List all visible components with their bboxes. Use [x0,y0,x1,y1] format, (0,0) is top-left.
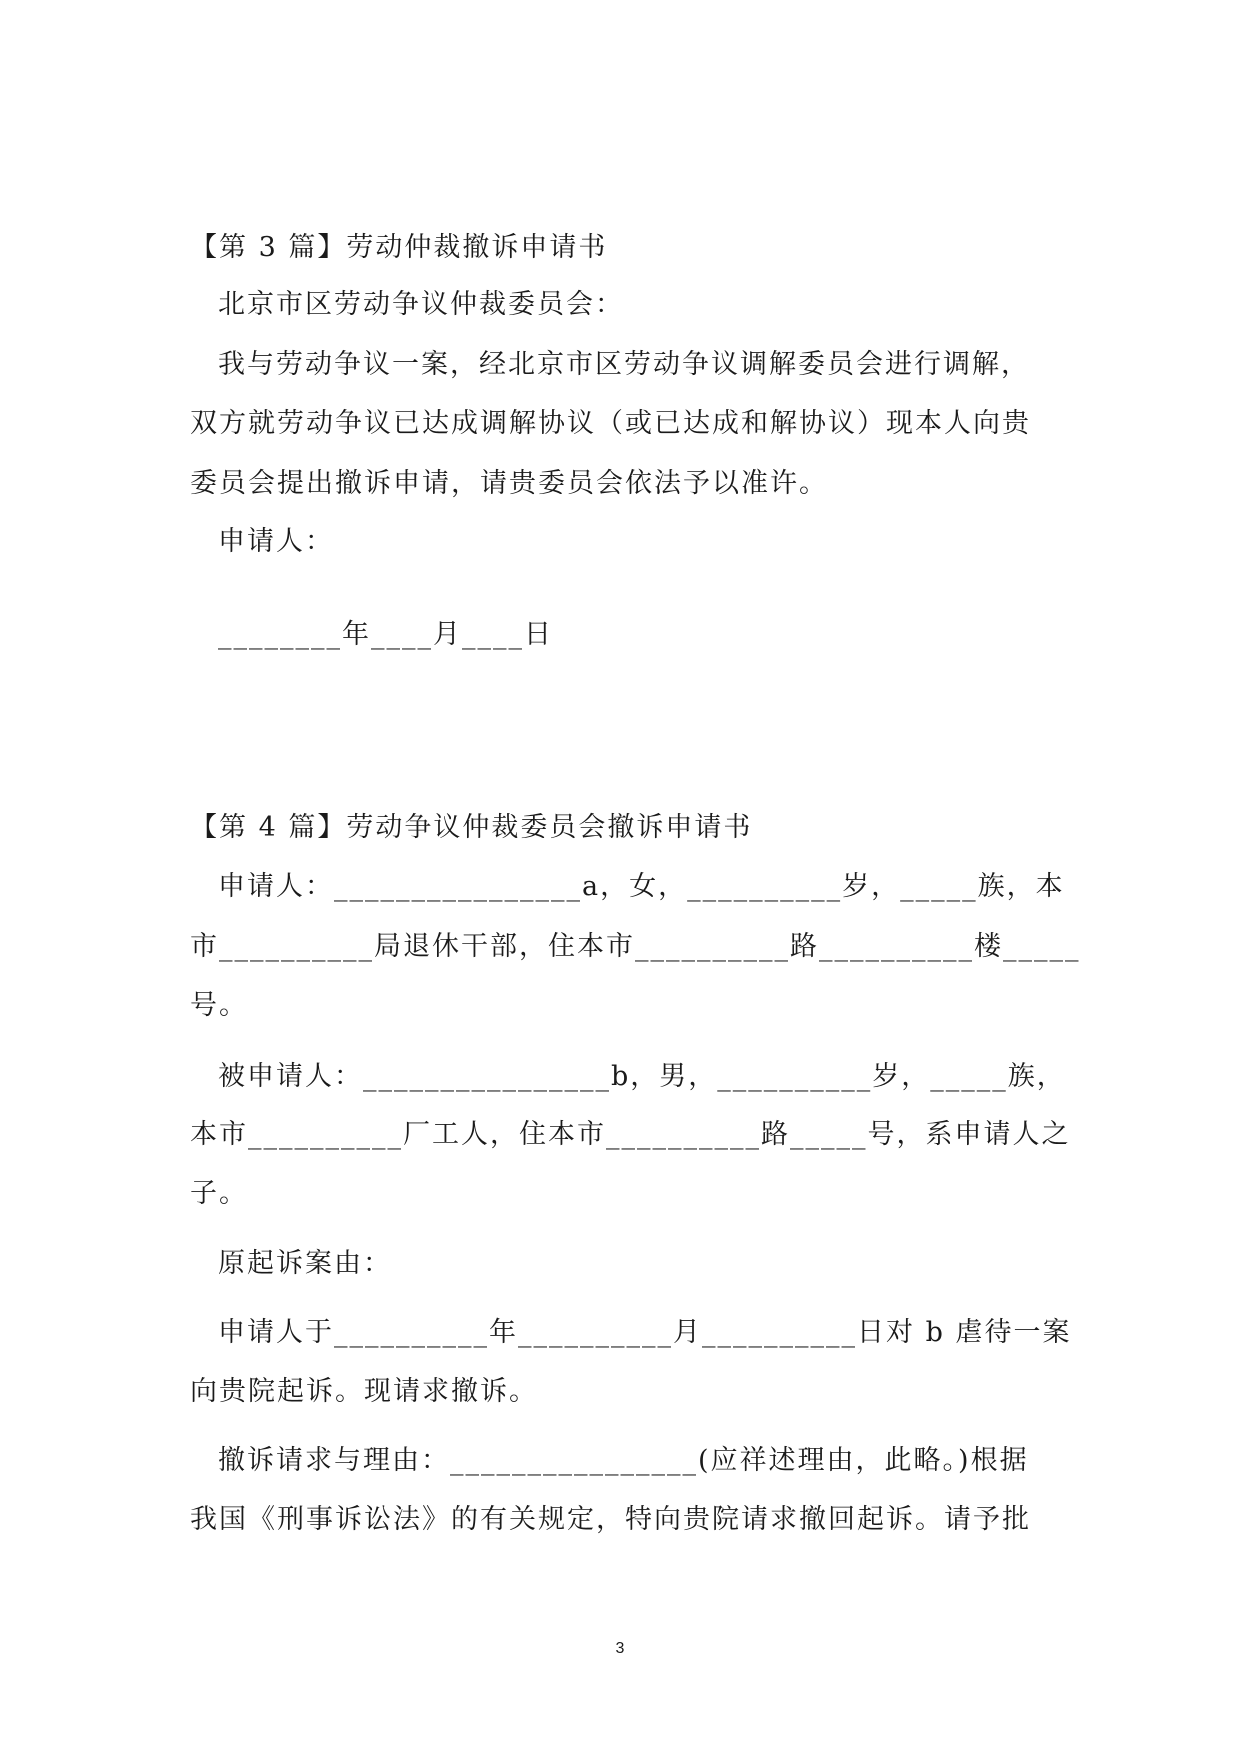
section4-original-cause-label: 原起诉案由： [218,1248,392,1279]
section4-title: 【第 4 篇】劳动争议仲裁委员会撤诉申请书 [190,812,753,843]
section3-title: 【第 3 篇】劳动仲裁撤诉申请书 [190,232,608,263]
section4-respondent-line: 被申请人：________________b，男，__________岁，_____族， [218,1061,1066,1092]
section4-reason-line: 撤诉请求与理由：________________(应祥述理由，此略。)根据 [218,1445,1029,1476]
section4-respondent-line: 子。 [190,1178,248,1209]
section3-addressee: 北京市区劳动争议仲裁委员会： [218,289,624,320]
section4-cause-line: 申请人于__________年__________月__________日对 b 虐待一案 [218,1317,1072,1348]
section4-applicant-line: 市__________局退休干部，住本市__________路__________楼_____ [190,931,1081,962]
section4-respondent-line: 本市__________厂工人，住本市__________路_____号，系申请人之 [190,1119,1071,1150]
section3-applicant-label: 申请人： [218,526,334,557]
section3-date-line: ________年____月____日 [218,619,553,650]
section4-applicant-line: 申请人：________________a，女，__________岁，_____族，本 [218,871,1065,902]
section3-body-line: 委员会提出撤诉申请，请贵委员会依法予以准许。 [190,468,828,499]
page-number: 3 [615,1640,625,1657]
section4-cause-line: 向贵院起诉。现请求撤诉。 [190,1376,538,1407]
section3-body-line: 双方就劳动争议已达成调解协议（或已达成和解协议）现本人向贵 [190,408,1031,439]
section4-reason-line: 我国《刑事诉讼法》的有关规定，特向贵院请求撤回起诉。请予批 [190,1504,1031,1535]
section3-body-line: 我与劳动争议一案，经北京市区劳动争议调解委员会进行调解， [218,349,1030,380]
section4-applicant-line: 号。 [190,990,248,1021]
